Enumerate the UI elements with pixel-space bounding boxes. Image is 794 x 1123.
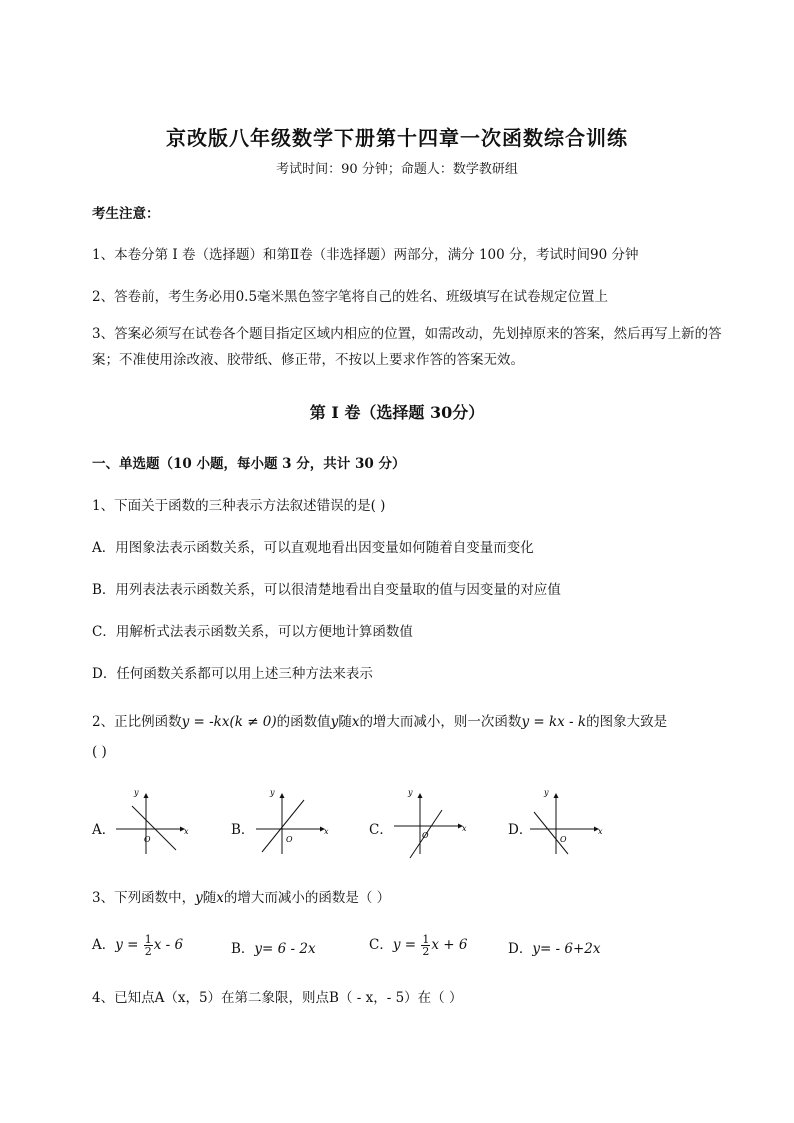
y-axis-label: y [408, 788, 413, 797]
notice-item-3: 3、答案必须写在试卷各个题目指定区域内相应的位置，如需改动，先划掉原来的答案，然后再写上新的答案；不准使用涂改液、胶带纸、修正带，不按以上要求作答的答案无效。 [92, 326, 722, 368]
exam-info: 考试时间：90 分钟；命题人：数学教研组 [276, 162, 518, 177]
question-2-stem [92, 710, 667, 730]
question-2-equation-1: y = -kx(k ≠ 0) [181, 714, 277, 730]
question-2-text-e: 的图象大致是 [586, 714, 668, 730]
x-axis-label: x [324, 827, 329, 836]
numerator: 1 [422, 933, 430, 946]
equation-suffix: x - 6 [153, 937, 184, 953]
section-title: 第 I 卷（选择题 30分） [309, 403, 485, 422]
option-label: D． [508, 941, 533, 957]
fraction-one-half [421, 934, 430, 957]
question-2-graph-a [112, 788, 192, 858]
question-1-option-a: A．用图象法表示函数关系，可以直观地看出因变量如何随着自变量而变化 [92, 540, 534, 556]
option-label: A． [92, 937, 116, 953]
question-2-text-a: 2、正比例函数 [92, 714, 182, 730]
question-2-answer-paren: ( ) [92, 744, 107, 760]
origin-label: O [286, 835, 293, 844]
notice-item-1: 1、本卷分第 I 卷（选择题）和第Ⅱ卷（非选择题）两部分，满分 100 分，考试时间90 分钟 [92, 247, 639, 263]
question-1-option-d: D．任何函数关系都可以用上述三种方法来表示 [92, 666, 373, 682]
question-2-graph-c [390, 788, 470, 858]
question-3-text-c: 的增大而减小的函数是（ ） [223, 890, 391, 906]
question-2-label-b: B． [231, 822, 255, 838]
question-3-stem [92, 886, 390, 906]
question-3-text-a: 3、下列函数中， [92, 890, 196, 906]
y-axis-label: y [544, 788, 549, 797]
option-label: C． [369, 937, 393, 953]
origin-label: O [422, 831, 429, 840]
question-3-var-y: y [195, 890, 203, 906]
question-3-option-d [508, 937, 601, 957]
question-2-graph-b [252, 788, 332, 858]
question-3-option-c [369, 933, 467, 957]
function-line [534, 812, 568, 854]
function-line [262, 800, 304, 852]
fraction-one-half [144, 934, 153, 957]
question-2-text-d: 的增大而减小，则一次函数 [359, 714, 522, 730]
equation: y= - 6+2x [532, 941, 601, 957]
equation: y= 6 - 2x [254, 941, 316, 957]
question-2-var-y: y [330, 714, 339, 730]
denominator: 2 [422, 945, 430, 958]
notice-item-2: 2、答卷前，考生务必用0.5毫米黑色签字笔将自己的姓名、班级填写在试卷规定位置上 [92, 289, 609, 305]
question-2-label-a: A． [92, 822, 116, 838]
question-2-text-b: 的函数值 [276, 714, 331, 730]
question-2-label-d: D． [508, 822, 533, 838]
x-axis-label: x [598, 827, 603, 836]
numerator: 1 [144, 933, 152, 946]
question-1-option-c: C．用解析式法表示函数关系，可以方便地计算函数值 [92, 624, 413, 640]
origin-label: O [144, 835, 151, 844]
question-3-var-x: x [216, 890, 224, 906]
y-axis-label: y [270, 788, 275, 797]
question-2-graph-d [526, 788, 606, 858]
y-axis-label: y [134, 788, 139, 797]
question-2-equation-2: y = kx - k [521, 714, 587, 730]
origin-label: O [560, 835, 567, 844]
notice-heading: 考生注意： [92, 206, 160, 222]
x-axis-label: x [462, 824, 467, 833]
question-1-stem: 1、下面关于函数的三种表示方法叙述错误的是( ) [92, 498, 386, 514]
question-2-label-c: C． [369, 822, 393, 838]
part-heading: 一、单选题（10 小题，每小题 3 分，共计 30 分） [92, 456, 406, 472]
equation-prefix: y = [392, 937, 421, 953]
question-3-option-b [231, 937, 316, 957]
question-3-option-a [92, 933, 183, 957]
question-3-text-b: 随 [202, 890, 217, 906]
option-label: B． [231, 941, 255, 957]
equation-prefix: y = [115, 937, 143, 953]
question-2-var-x: x [351, 714, 360, 730]
x-axis-label: x [184, 827, 189, 836]
equation-suffix: x + 6 [431, 937, 468, 953]
question-4-stem: 4、已知点A（x，5）在第二象限，则点B（ - x，- 5）在（ ） [92, 990, 463, 1006]
question-2-text-c: 随 [338, 714, 352, 730]
page-title: 京改版八年级数学下册第十四章一次函数综合训练 [166, 126, 628, 150]
denominator: 2 [144, 945, 152, 958]
function-line [132, 806, 176, 850]
question-1-option-b: B．用列表法表示函数关系，可以很清楚地看出自变量取的值与因变量的对应值 [92, 582, 561, 598]
